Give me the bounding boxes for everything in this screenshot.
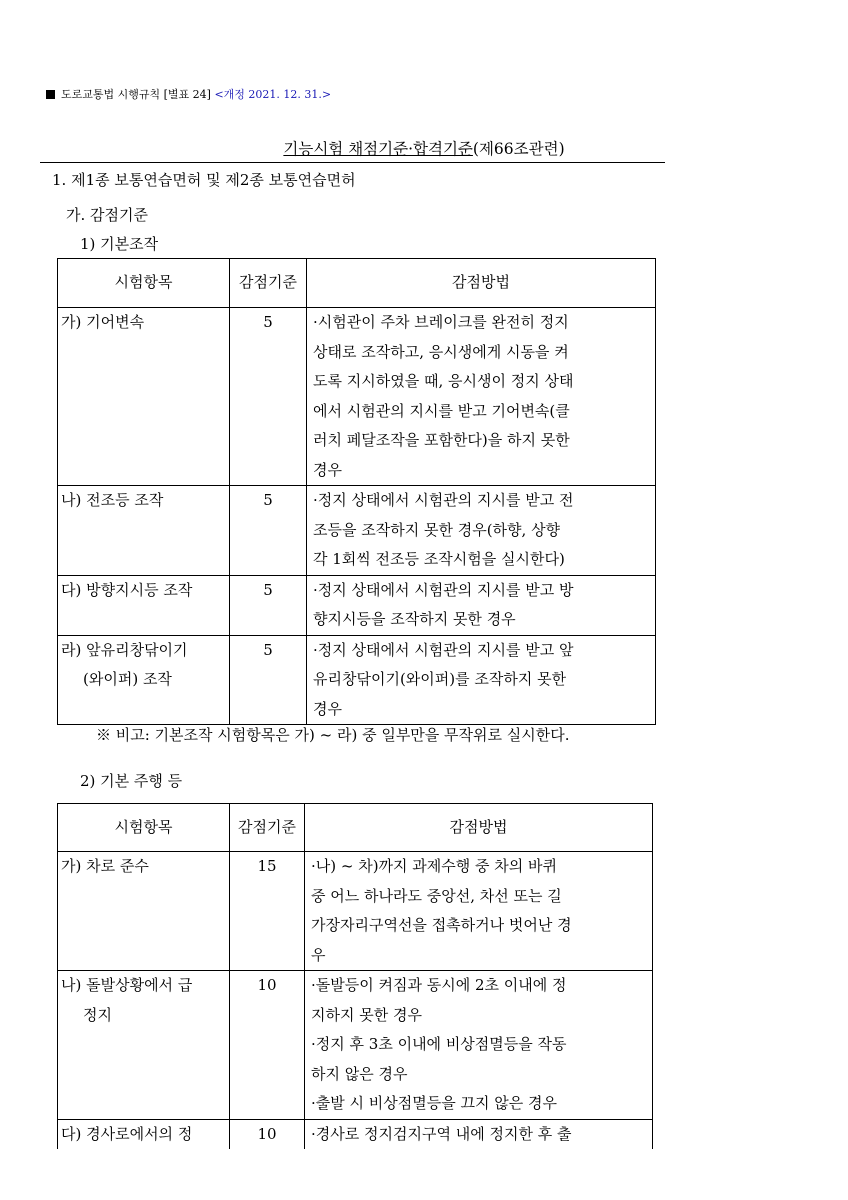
amendment-note: <개정 2021. 12. 31.> <box>214 88 332 101</box>
title-main: 기능시험 채점기준·합격기준 <box>283 140 473 158</box>
table-row <box>58 1119 653 1149</box>
column-header-score: 감점기준 <box>230 804 305 852</box>
column-header-item: 시험항목 <box>58 804 230 852</box>
header-text: 도로교통법 시행규칙 [별표 24] <box>61 88 211 101</box>
subsection-1-heading: 1) 기본조작 <box>80 235 159 253</box>
basic-operation-table <box>57 258 656 725</box>
column-header-score: 감점기준 <box>230 259 307 308</box>
title-sub: (제66조관련) <box>472 140 565 158</box>
method-cell: ·경사로 정지검지구역 내에 정지한 후 출 <box>305 1119 653 1149</box>
item-cell: 다) 경사로에서의 정 <box>58 1119 230 1149</box>
column-header-method: 감점방법 <box>307 259 656 308</box>
method-cell: ·정지 상태에서 시험관의 지시를 받고 전 조등을 조작하지 못한 경우(하향, 상향 각 1회씩 전조등 조작시험을 실시한다) <box>307 486 656 576</box>
basic-driving-table <box>57 803 653 1149</box>
column-header-item: 시험항목 <box>58 259 230 308</box>
method-cell: ·나) ~ 차)까지 과제수행 중 차의 바퀴 중 어느 하나라도 중앙선, 차선 또는 길 가장자리구역선을 접촉하거나 벗어난 경 우 <box>305 852 653 971</box>
score-cell: 10 <box>230 971 305 1120</box>
method-cell: ·정지 상태에서 시험관의 지시를 받고 방 향지시등을 조작하지 못한 경우 <box>307 575 656 635</box>
table-row <box>58 308 656 486</box>
table-row <box>58 486 656 576</box>
score-cell: 5 <box>230 308 307 486</box>
table-row <box>58 971 653 1120</box>
square-bullet-icon <box>46 90 55 99</box>
score-cell: 5 <box>230 486 307 576</box>
subsection-2-heading: 2) 기본 주행 등 <box>80 772 183 790</box>
subsection-heading: 가. 감점기준 <box>66 206 148 224</box>
item-cell: 라) 앞유리창닦이기 (와이퍼) 조작 <box>58 635 230 725</box>
score-cell: 15 <box>230 852 305 971</box>
item-cell: 가) 기어변속 <box>58 308 230 486</box>
method-cell: ·돌발등이 켜짐과 동시에 2초 이내에 정 지하지 못한 경우 ·정지 후 3초 이내에 비상점멸등을 작동 하지 않은 경우 ·출발 시 비상점멸등을 끄지 않은 경우 <box>305 971 653 1120</box>
score-cell: 5 <box>230 635 307 725</box>
item-cell: 다) 방향지시등 조작 <box>58 575 230 635</box>
item-cell: 나) 돌발상황에서 급 정지 <box>58 971 230 1120</box>
item-cell: 나) 전조등 조작 <box>58 486 230 576</box>
title-rule <box>40 162 665 163</box>
column-header-method: 감점방법 <box>305 804 653 852</box>
table-row <box>58 575 656 635</box>
remark-note: ※ 비고: 기본조작 시험항목은 가) ~ 라) 중 일부만을 무작위로 실시한다. <box>96 726 570 744</box>
section-heading: 1. 제1종 보통연습면허 및 제2종 보통연습면허 <box>52 171 356 189</box>
page-title <box>0 137 848 159</box>
table-row <box>58 852 653 971</box>
score-cell: 10 <box>230 1119 305 1149</box>
score-cell: 5 <box>230 575 307 635</box>
document-header <box>46 86 331 102</box>
table-row <box>58 635 656 725</box>
method-cell: ·시험관이 주차 브레이크를 완전히 정지 상태로 조작하고, 응시생에게 시동을 켜 도록 지시하였을 때, 응시생이 정지 상태 에서 시험관의 지시를 받고 기어변속(클 러치 페달조작을 포함한다)을 하지 못한 경우 <box>307 308 656 486</box>
item-cell: 가) 차로 준수 <box>58 852 230 971</box>
method-cell: ·정지 상태에서 시험관의 지시를 받고 앞 유리창닦이기(와이퍼)를 조작하지 못한 경우 <box>307 635 656 725</box>
